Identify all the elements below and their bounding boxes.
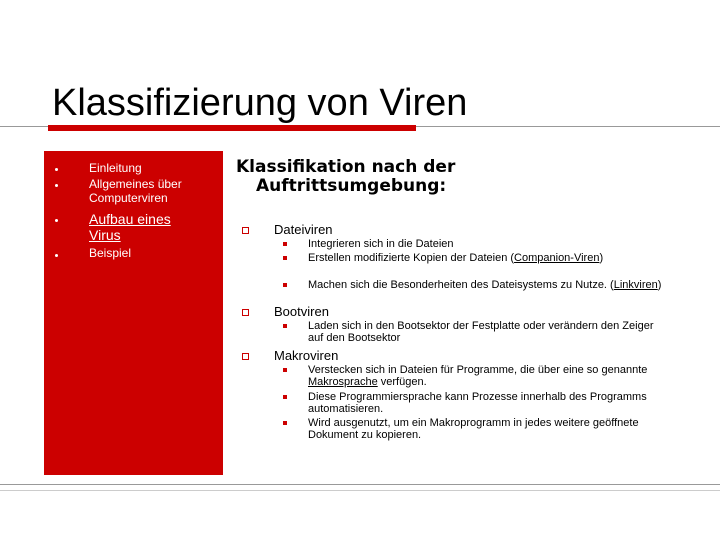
bullet-dot-icon: [55, 184, 58, 187]
heading-line-2: Auftrittsumgebung:: [256, 176, 447, 196]
section-title: Bootviren: [274, 304, 329, 319]
heading-line-1: Klassifikation nach der: [236, 157, 456, 177]
sidebar-nav: [44, 151, 223, 475]
list-item-text: Laden sich in den Bootsektor der Festplatte oder verändern den Zeiger auf den Bootsektor: [308, 320, 654, 344]
footer-divider: [0, 484, 720, 485]
title-accent-bar: [48, 125, 416, 131]
sidebar-item-label: Beispiel: [89, 246, 132, 260]
list-item-text: Diese Programmiersprache kann Prozesse innerhalb des Programms automatisieren.: [308, 391, 647, 415]
square-bullet-icon: [283, 368, 287, 372]
list-item-text: Integrieren sich in die Dateien: [308, 238, 454, 250]
link-makrosprache[interactable]: Makrosprache: [308, 376, 378, 388]
content-heading: [236, 158, 536, 196]
bullet-dot-icon: [55, 168, 58, 171]
list-item-text: Wird ausgenutzt, um ein Makroprogramm in jedes weitere geöffnete Dokument zu kopieren.: [308, 417, 639, 441]
square-bullet-icon: [283, 242, 287, 246]
link-linkviren[interactable]: Linkviren: [613, 279, 658, 291]
square-bullet-icon: [242, 309, 249, 316]
slide-title: Klassifizierung von Viren: [52, 82, 468, 124]
sidebar-item-label: Einleitung: [89, 161, 142, 175]
section-title: Dateiviren: [274, 222, 333, 237]
square-bullet-icon: [242, 227, 249, 234]
square-bullet-icon: [283, 421, 287, 425]
square-bullet-icon: [283, 324, 287, 328]
bullet-dot-icon: [55, 219, 58, 222]
sidebar-item-label: Aufbau eines Virus: [89, 211, 171, 243]
square-bullet-icon: [242, 353, 249, 360]
square-bullet-icon: [283, 283, 287, 287]
footer-divider-secondary: [0, 490, 720, 491]
list-item-text: Erstellen modifizierte Kopien der Dateien (Companion-Viren): [308, 252, 604, 264]
list-item-text: Verstecken sich in Dateien für Programme, die über eine so genannte Makrosprache verfügen.: [308, 364, 648, 388]
square-bullet-icon: [283, 395, 287, 399]
sidebar-item-label: Allgemeines über Computerviren: [89, 177, 182, 205]
section-title: Makroviren: [274, 348, 339, 363]
bullet-dot-icon: [55, 254, 58, 257]
link-companion-viren[interactable]: Companion-Viren: [514, 252, 600, 264]
square-bullet-icon: [283, 256, 287, 260]
list-item-text: Machen sich die Besonderheiten des Dateisystems zu Nutze. (Linkviren): [308, 279, 662, 291]
